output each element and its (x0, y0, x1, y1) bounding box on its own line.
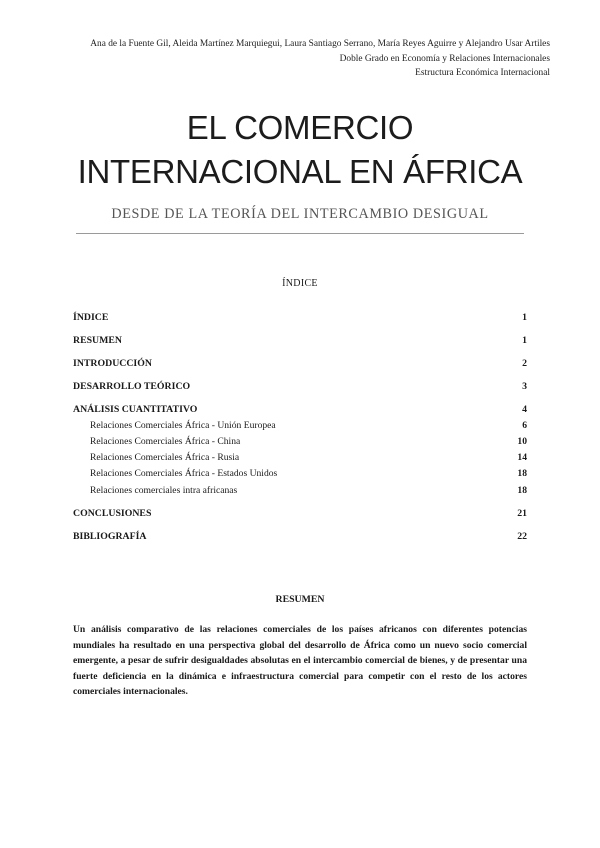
toc-entry-page: 18 (517, 485, 527, 496)
toc-entry-africa-ue[interactable] (73, 420, 527, 434)
document-header (60, 37, 550, 81)
title-line-1: EL COMERCIO (186, 109, 414, 146)
toc-entry-label: ANÁLISIS CUANTITATIVO (73, 404, 198, 415)
abstract-paragraph: Un análisis comparativo de las relaciones comerciales de los países africanos con diferentes potencias mundiales ha resultado en una perspectiva global del desarrollo de África como un nuevo socio comercial emergente, a pesar de sufrir desigualdades absolutas en el intercambio comercial de bienes, y de presentar una fuerte deficiencia en la dinámica e infraestructura comercial para competir con el resto de los actores comerciales internacionales. (73, 624, 527, 698)
toc-entry-page: 10 (517, 436, 527, 447)
toc-entry-label: Relaciones comerciales intra africanas (90, 485, 238, 496)
toc-entry-label: RESUMEN (73, 335, 122, 346)
toc-entry-page: 3 (522, 381, 527, 392)
toc-entry-page: 6 (522, 420, 527, 431)
toc-entry-label: Relaciones Comerciales África - Unión Europea (90, 420, 276, 431)
toc-entry-africa-eeuu[interactable] (73, 468, 527, 482)
toc-heading: ÍNDICE (282, 278, 318, 289)
document-subtitle: DESDE DE LA TEORÍA DEL INTERCAMBIO DESIGUAL (111, 206, 489, 222)
toc-entry-label: BIBLIOGRAFÍA (73, 531, 147, 542)
toc-entry-resumen[interactable] (73, 335, 527, 349)
title-line-2: INTERNACIONAL EN ÁFRICA (77, 153, 523, 190)
toc-entry-label: Relaciones Comerciales África - Estados Unidos (90, 468, 278, 479)
toc-entry-page: 18 (517, 468, 527, 479)
toc-entry-label: CONCLUSIONES (73, 508, 152, 519)
document-title (0, 106, 600, 194)
course-line: Estructura Económica Internacional (415, 68, 550, 78)
toc-entry-conclusiones[interactable] (73, 508, 527, 522)
toc-entry-intra-africanas[interactable] (73, 485, 527, 499)
toc-entry-page: 21 (517, 508, 527, 519)
toc-entry-bibliografia[interactable] (73, 531, 527, 545)
toc-entry-indice[interactable] (73, 312, 527, 326)
toc-entry-desarrollo-teorico[interactable] (73, 381, 527, 395)
toc-entry-page: 22 (517, 531, 527, 542)
toc-entry-label: Relaciones Comerciales África - Rusia (90, 452, 240, 463)
toc-entry-africa-china[interactable] (73, 436, 527, 450)
title-divider (76, 233, 524, 234)
authors-line: Ana de la Fuente Gil, Aleida Martínez Marquiegui, Laura Santiago Serrano, María Reyes Aguirre y Alejandro Usar Artiles (90, 39, 550, 49)
toc-entry-page: 1 (522, 335, 527, 346)
toc-entry-page: 4 (522, 404, 527, 415)
toc-entry-analisis-cuantitativo[interactable] (73, 404, 527, 418)
toc-entry-label: DESARROLLO TEÓRICO (73, 381, 191, 392)
toc-entry-page: 1 (522, 312, 527, 323)
toc-entry-page: 14 (517, 452, 527, 463)
toc-entry-label: INTRODUCCIÓN (73, 358, 152, 369)
degree-line: Doble Grado en Economía y Relaciones Internacionales (339, 53, 550, 64)
toc-entry-introduccion[interactable] (73, 358, 527, 372)
resumen-heading: RESUMEN (275, 594, 325, 605)
toc-entry-label: ÍNDICE (73, 312, 109, 323)
toc-entry-africa-rusia[interactable] (73, 452, 527, 466)
toc-entry-label: Relaciones Comerciales África - China (90, 436, 241, 447)
toc-entry-page: 2 (522, 358, 527, 369)
